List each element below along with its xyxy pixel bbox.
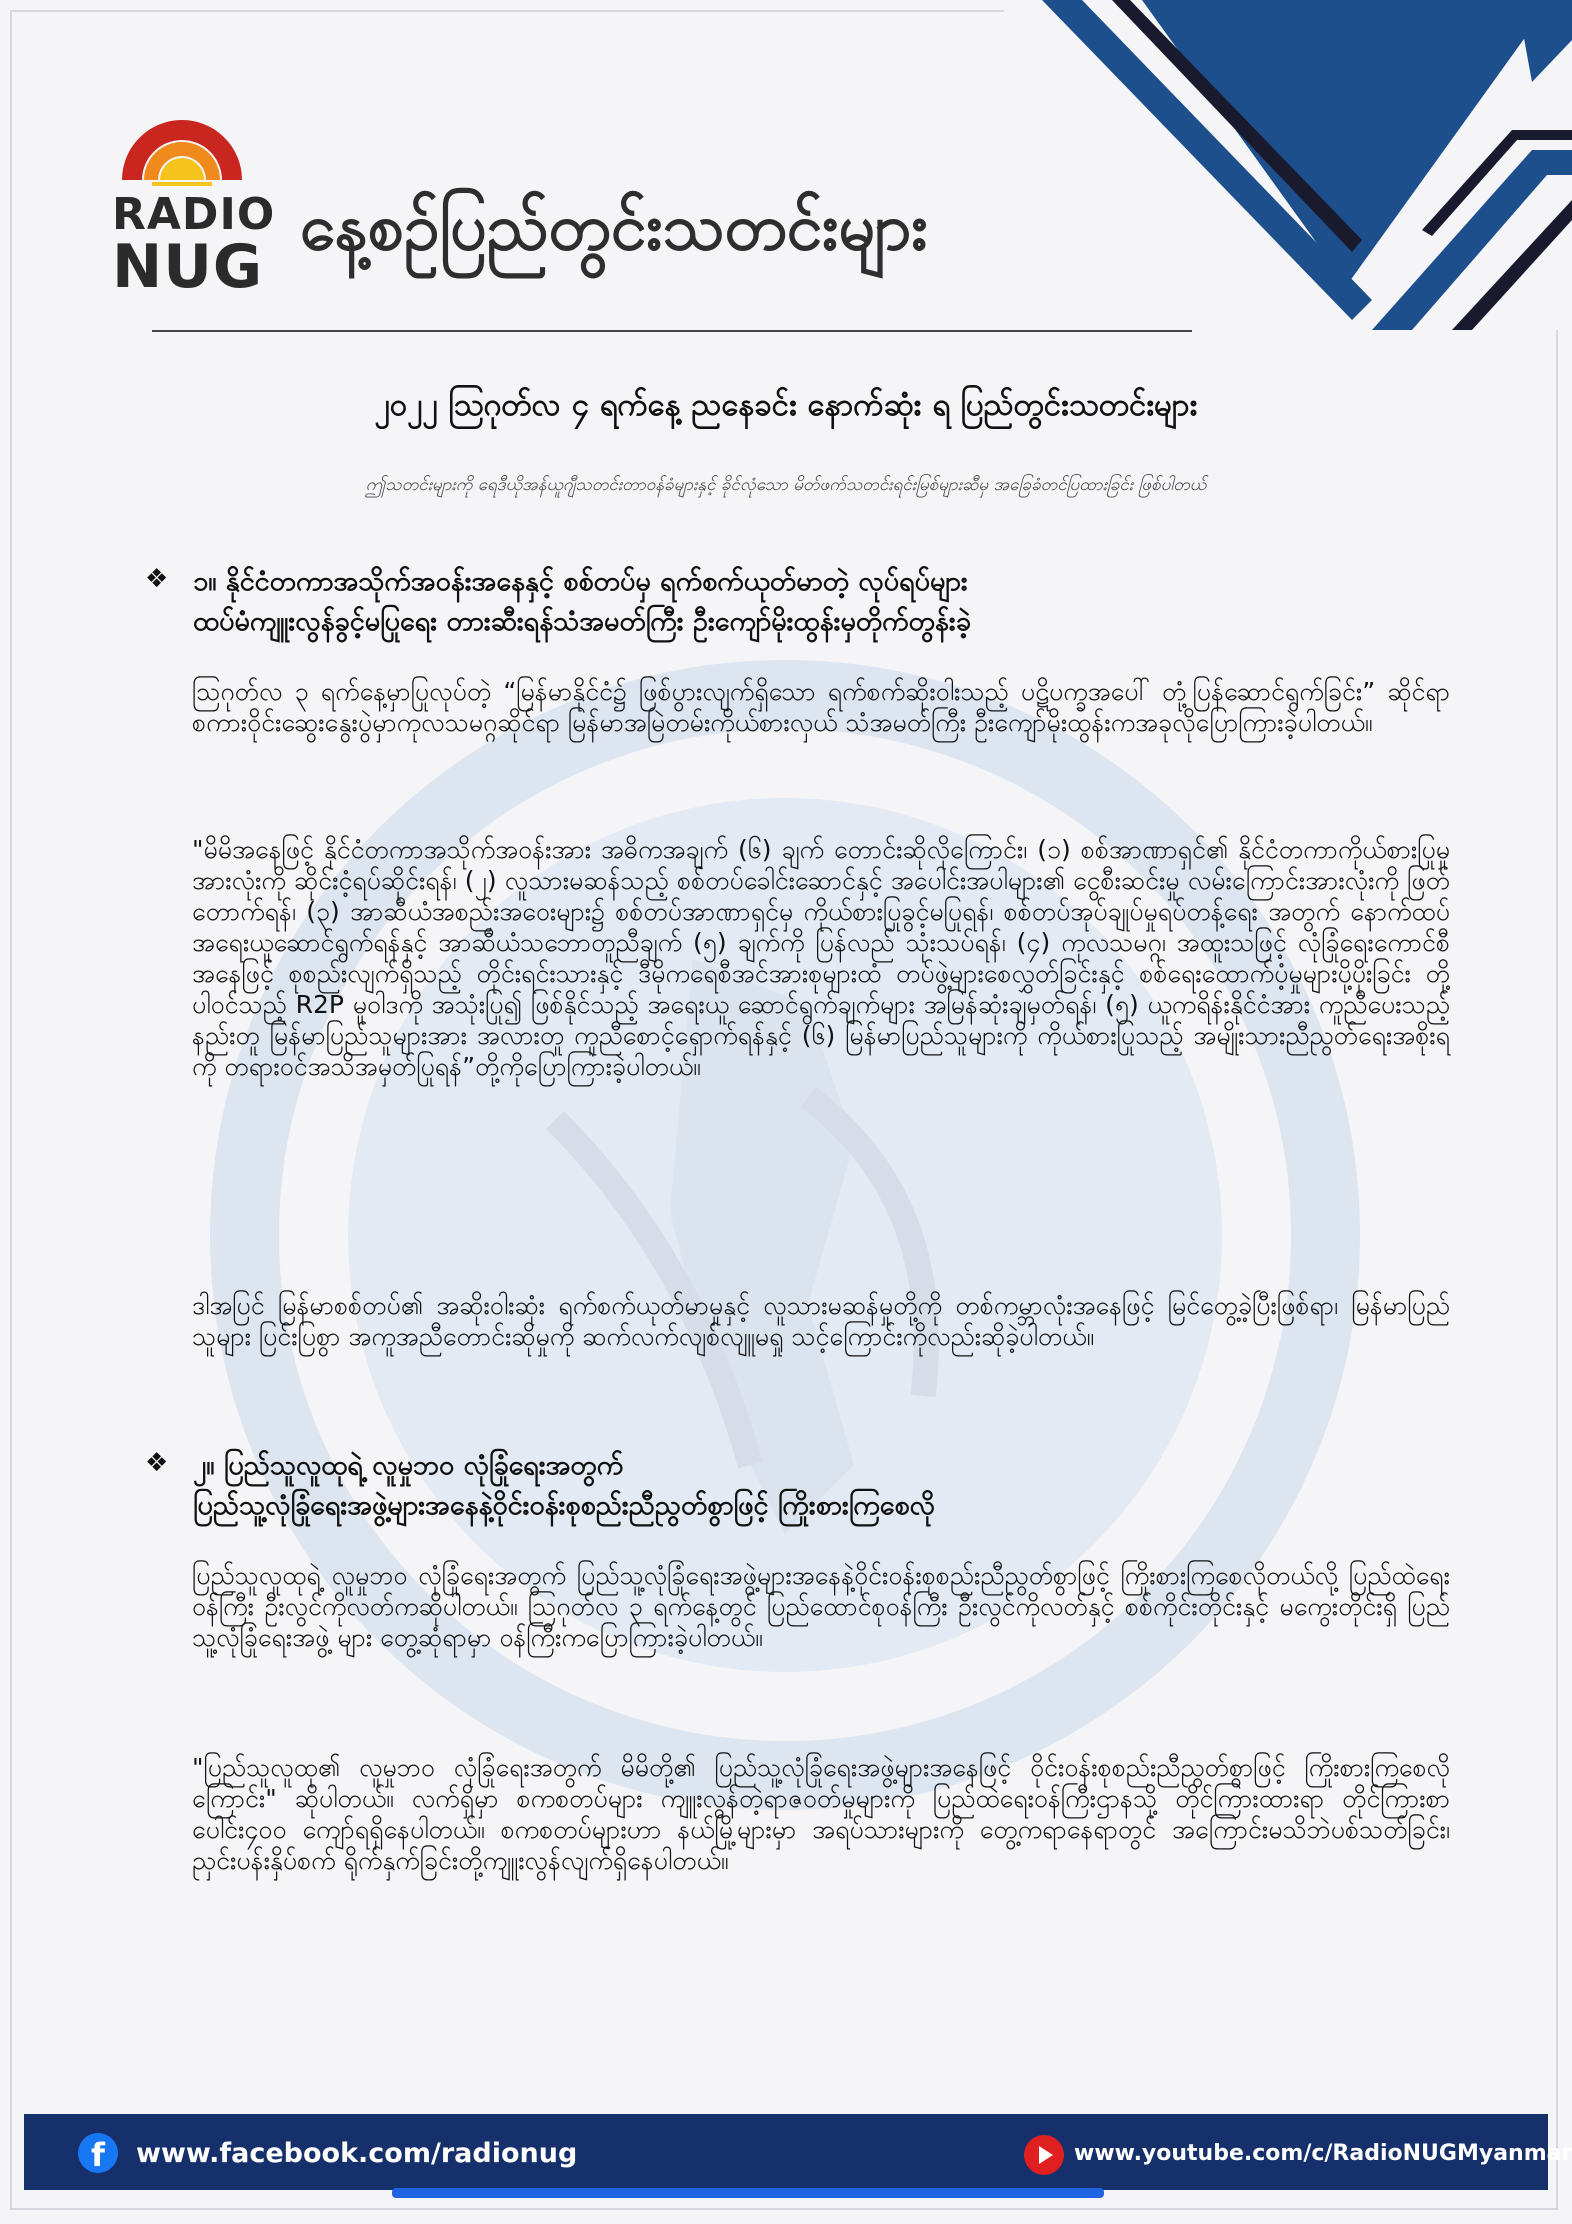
- section-2-heading-line2: ပြည်သူ့လုံခြုံရေးအဖွဲ့များအနေနဲ့ဝိုင်းဝန်းစုစည်းညီညွတ်စွာဖြင့် ကြိုးစားကြစေလို: [193, 1490, 935, 1521]
- radio-nug-logo-icon: [112, 112, 252, 192]
- section-1-paragraph-1: ဩဂုတ်လ ၃ ရက်နေ့မှာပြုလုပ်တဲ့ “မြန်မာနိုင်ငံ၌ ဖြစ်ပွားလျက်ရှိသော ရက်စက်ဆိုးဝါးသည့် ပဋိပက္ခအပေါ် တုံ့ပြန်ဆောင်ရွက်ခြင်း” ဆိုင်ရာ စကားဝိုင်းဆွေးနွေးပွဲမှာကုလသမဂ္ဂဆိုင်ရာ မြန်မာအမြဲတမ်းကိုယ်စားလှယ် သံအမတ်ကြီး ဦးကျော်မိုးထွန်းကအခုလိုပြောကြားခဲ့ပါတယ်။: [192, 677, 1450, 737]
- logo-radio-text: RADIO: [112, 189, 276, 240]
- youtube-link[interactable]: www.youtube.com/c/RadioNUGMyanmar: [1074, 2141, 1572, 2166]
- youtube-icon[interactable]: [1024, 2135, 1064, 2175]
- logo-nug-text: NUG: [112, 232, 264, 302]
- header-divider: [152, 330, 1192, 332]
- radio-nug-logo: [112, 112, 276, 302]
- section-1-paragraph-2: "မိမိအနေဖြင့် နိုင်ငံတကာအသိုက်အဝန်းအား အဓိကအချက် (၆) ချက် တောင်းဆိုလိုကြောင်း၊ (၁) စစ်အာဏာရှင်၏ နိုင်ငံတကာကိုယ်စားပြုမှုအားလုံးကို ဆိုင်းငံ့ရပ်ဆိုင်းရန်၊ (၂) လူသားမဆန်သည့် စစ်တပ်ခေါင်းဆောင်နှင့် အပေါင်းအပါများ၏ ငွေစီးဆင်းမှု လမ်းကြောင်းအားလုံးကို ဖြတ်တောက်ရန်၊ (၃) အာဆီယံအစည်းအဝေးများ၌ စစ်တပ်အာဏာရှင်မှ ကိုယ်စားပြုခွင့်မပြုရန်၊ စစ်တပ်အုပ်ချုပ်မှုရပ်တန့်ရေး အတွက် နောက်ထပ်အရေးယူဆောင်ရွက်ရန်နှင့် အာဆီယံသဘောတူညီချက် (၅) ချက်ကို ပြန်လည် သုံးသပ်ရန်၊ (၄) ကုလသမဂ္ဂ၊ အထူးသဖြင့် လုံခြုံရေးကောင်စီအနေဖြင့် စုစည်းလျက်ရှိသည့် တိုင်းရင်းသားနှင့် ဒီမိုကရေစီအင်အားစုများထံ တပ်ဖွဲ့များစေလွှတ်ခြင်းနှင့် စစ်ရေးထောက်ပံ့မှုများပို့ပိုးခြင်း တို့ပါဝင်သည့် R2P မူဝါဒကို အသုံးပြု၍ ဖြစ်နိုင်သည့် အရေးယူ ဆောင်ရွက်ချက်များ အမြန်ဆုံးချမှတ်ရန်၊ (၅) ယူကရိန်းနိုင်ငံအား ကူညီပေးသည့်နည်းတူ မြန်မာပြည်သူများအား အလားတူ ကူညီစောင့်ရှောက်ရန်နှင့် (၆) မြန်မာပြည်သူများကို ကိုယ်စားပြုသည့် အမျိုးသားညီညွတ်ရေးအစိုးရကို တရားဝင်အသိအမှတ်ပြုရန်”တို့ကိုပြောကြားခဲ့ပါတယ်။: [192, 835, 1450, 1081]
- section-2-paragraph-2: "ပြည်သူလူထု၏ လူမှုဘဝ လုံခြုံရေးအတွက် မိမိတို့၏ ပြည်သူ့လုံခြုံရေးအဖွဲ့များအနေဖြင့် ဝိုင်းဝန်းစုစည်းညီညွတ်စွာဖြင့် ကြိုးစားကြစေလိုကြောင်း" ဆိုပါတယ်။ လက်ရှိမှာ စကစတပ်များ ကျူးလွန်တဲ့ရာဇဝတ်မှုများကို ပြည်ထဲရေးဝန်ကြီးဌာနသို့ တိုင်ကြားထားရာ တိုင်ကြားစာပေါင်း၄၀၀ ကျော်ရရှိနေပါတယ်။ စကစတပ်များဟာ နယ်မြို့များမှာ အရပ်သားများကို တွေ့ကရာနေရာတွင် အကြောင်းမသိဘဲပစ်သတ်ခြင်း၊ ညှင်းပန်းနှိပ်စက် ရိုက်နှက်ခြင်းတို့ကျူးလွန်လျက်ရှိနေပါတယ်။: [192, 1753, 1450, 1875]
- section-2-heading-line1: ၂။ ပြည်သူလူထုရဲ့ လူမှုဘဝ လုံခြုံရေးအတွက်: [193, 1450, 624, 1481]
- section-1-heading-line1: ၁။ နိုင်ငံတကာအသိုက်အဝန်းအနေနှင့် စစ်တပ်မှ ရက်စက်ယုတ်မာတဲ့ လုပ်ရပ်များ: [193, 566, 968, 597]
- source-note: ဤသတင်းများကို ရေဒီယိုအန်ယူဂျီသတင်းတာဝန်ခံများနှင့် ခိုင်လုံသော မိတ်ဖက်သတင်းရင်းမြစ်များဆီမှ အခြေခံတင်ပြထားခြင်း ဖြစ်ပါတယ်: [365, 475, 1207, 495]
- corner-decoration: [812, 0, 1572, 330]
- banner-title: နေ့စဉ်ပြည်တွင်းသတင်းများ: [300, 191, 928, 265]
- footer-accent-bar: [392, 2188, 1104, 2198]
- date-title: ၂၀၂၂ ဩဂုတ်လ ၄ ရက်နေ့ ညနေခင်း နောက်ဆုံး ရ ပြည်တွင်းသတင်းများ: [374, 387, 1198, 423]
- facebook-icon[interactable]: f: [78, 2133, 118, 2173]
- diamond-bullet-icon: ❖: [145, 564, 169, 594]
- section-2-paragraph-1: ပြည်သူလူထုရဲ့ လူမှုဘဝ လုံခြုံရေးအတွက် ပြည်သူ့လုံခြုံရေးအဖွဲ့များအနေနဲ့ဝိုင်းဝန်းစုစည်းညီညွတ်စွာဖြင့် ကြိုးစားကြစေလိုတယ်လို့ ပြည်ထဲရေးဝန်ကြီး ဦးလွင်ကိုလတ်ကဆိုပါတယ်။ ဩဂုတ်လ ၃ ရက်နေ့တွင် ပြည်ထောင်စုဝန်ကြီး ဦးလွင်ကိုလတ်နှင့် စစ်ကိုင်းတိုင်းနှင့် မကွေးတိုင်းရှိ ပြည်သူ့လုံခြုံရေးအဖွဲ့ များ တွေ့ဆုံရာမှာ ဝန်ကြီးကပြောကြားခဲ့ပါတယ်။: [192, 1561, 1450, 1652]
- facebook-link[interactable]: www.facebook.com/radionug: [136, 2138, 578, 2169]
- section-1-paragraph-3: ဒါအပြင် မြန်မာစစ်တပ်၏ အဆိုးဝါးဆုံး ရက်စက်ယုတ်မာမှုနှင့် လူသားမဆန်မှုတို့ကို တစ်ကမ္ဘာလုံးအနေဖြင့် မြင်တွေ့ခဲ့ပြီးဖြစ်ရာ၊ မြန်မာပြည်သူများ ပြင်းပြစွာ အကူအညီတောင်းဆိုမှုကို ဆက်လက်လျစ်လျူမရှု သင့်ကြောင်းကိုလည်းဆိုခဲ့ပါတယ်။: [192, 1291, 1450, 1351]
- section-1-heading-line2: ထပ်မံကျူးလွန်ခွင့်မပြုရေး တားဆီးရန်သံအမတ်ကြီး ဦးကျော်မိုးထွန်းမှတိုက်တွန်းခဲ့: [193, 606, 971, 637]
- diamond-bullet-icon: ❖: [145, 1448, 169, 1478]
